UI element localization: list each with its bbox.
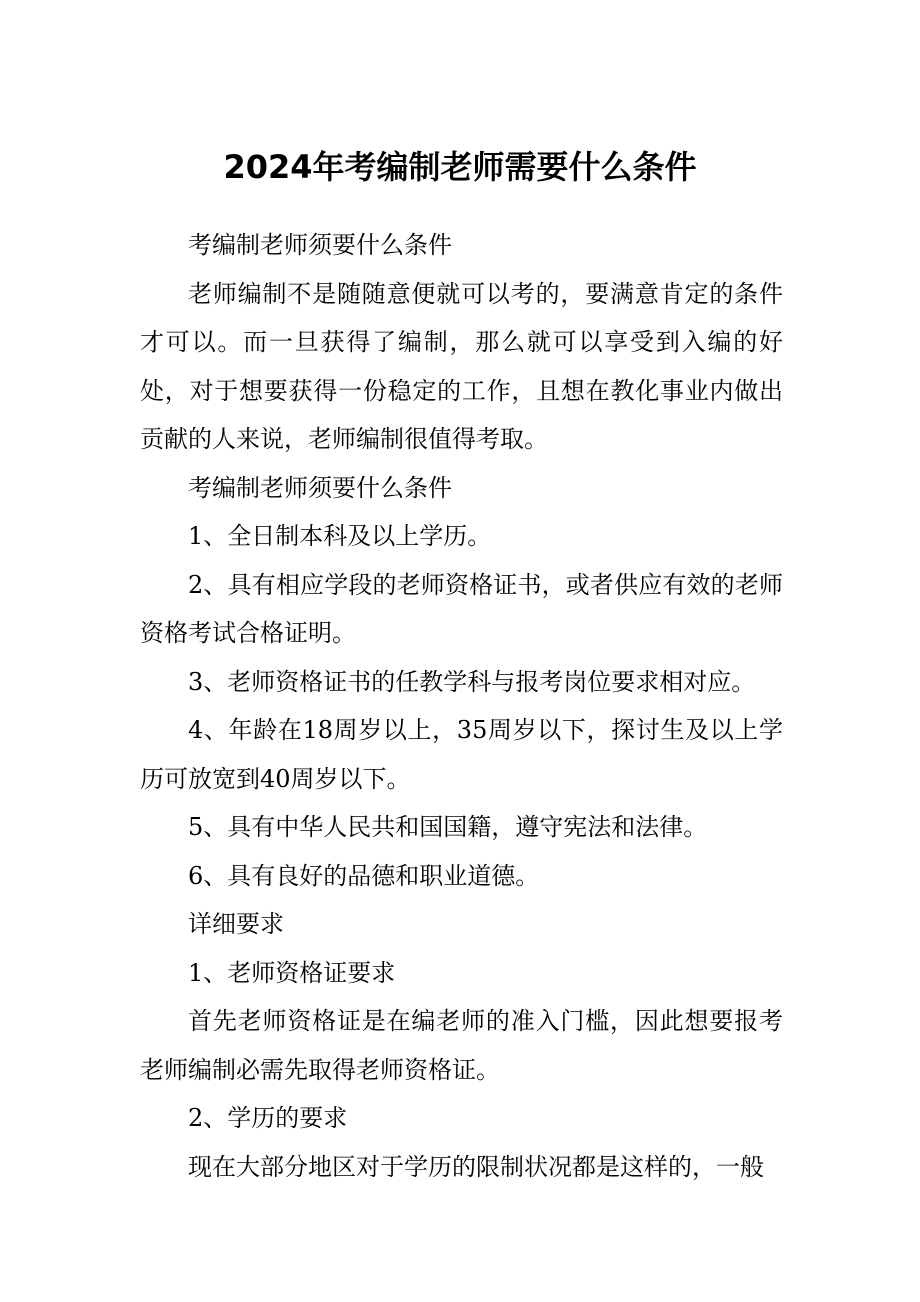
paragraph: 考编制老师须要什么条件 (188, 231, 452, 259)
paragraph: 1、老师资格证要求 (188, 958, 396, 987)
document-title: 2024年考编制老师需要什么条件 (223, 148, 697, 186)
paragraph: 5、具有中华人民共和国国籍，遵守宪法和法律。 (188, 813, 708, 841)
paragraph: 1、全日制本科及以上学历。 (188, 522, 492, 550)
paragraph: 3、老师资格证书的任教学科与报考岗位要求相对应。 (188, 667, 756, 696)
paragraph: 现在大部分地区对于学历的限制状况都是这样的，一般 (188, 1152, 764, 1181)
paragraph: 首先老师资格证是在编老师的准入门槛，因此想要报考老师编制必需先取得老师资格证。 (140, 1007, 783, 1084)
paragraph: 2、具有相应学段的老师资格证书，或者供应有效的老师资格考试合格证明。 (140, 570, 783, 647)
document-body (140, 221, 783, 1191)
paragraph: 考编制老师须要什么条件 (188, 473, 452, 502)
paragraph: 2、学历的要求 (188, 1104, 348, 1132)
paragraph: 4、年龄在18周岁以上，35周岁以下，探讨生及以上学历可放宽到40周岁以下。 (140, 716, 783, 793)
paragraph: 6、具有良好的品德和职业道德。 (188, 861, 540, 890)
paragraph: 详细要求 (188, 910, 284, 938)
paragraph: 老师编制不是随随意便就可以考的，要满意肯定的条件才可以。而一旦获得了编制，那么就可以享受到入编的好处，对于想要获得一份稳定的工作，且想在教化事业内做出贡献的人来说，老师编制很值得考取。 (140, 279, 783, 453)
